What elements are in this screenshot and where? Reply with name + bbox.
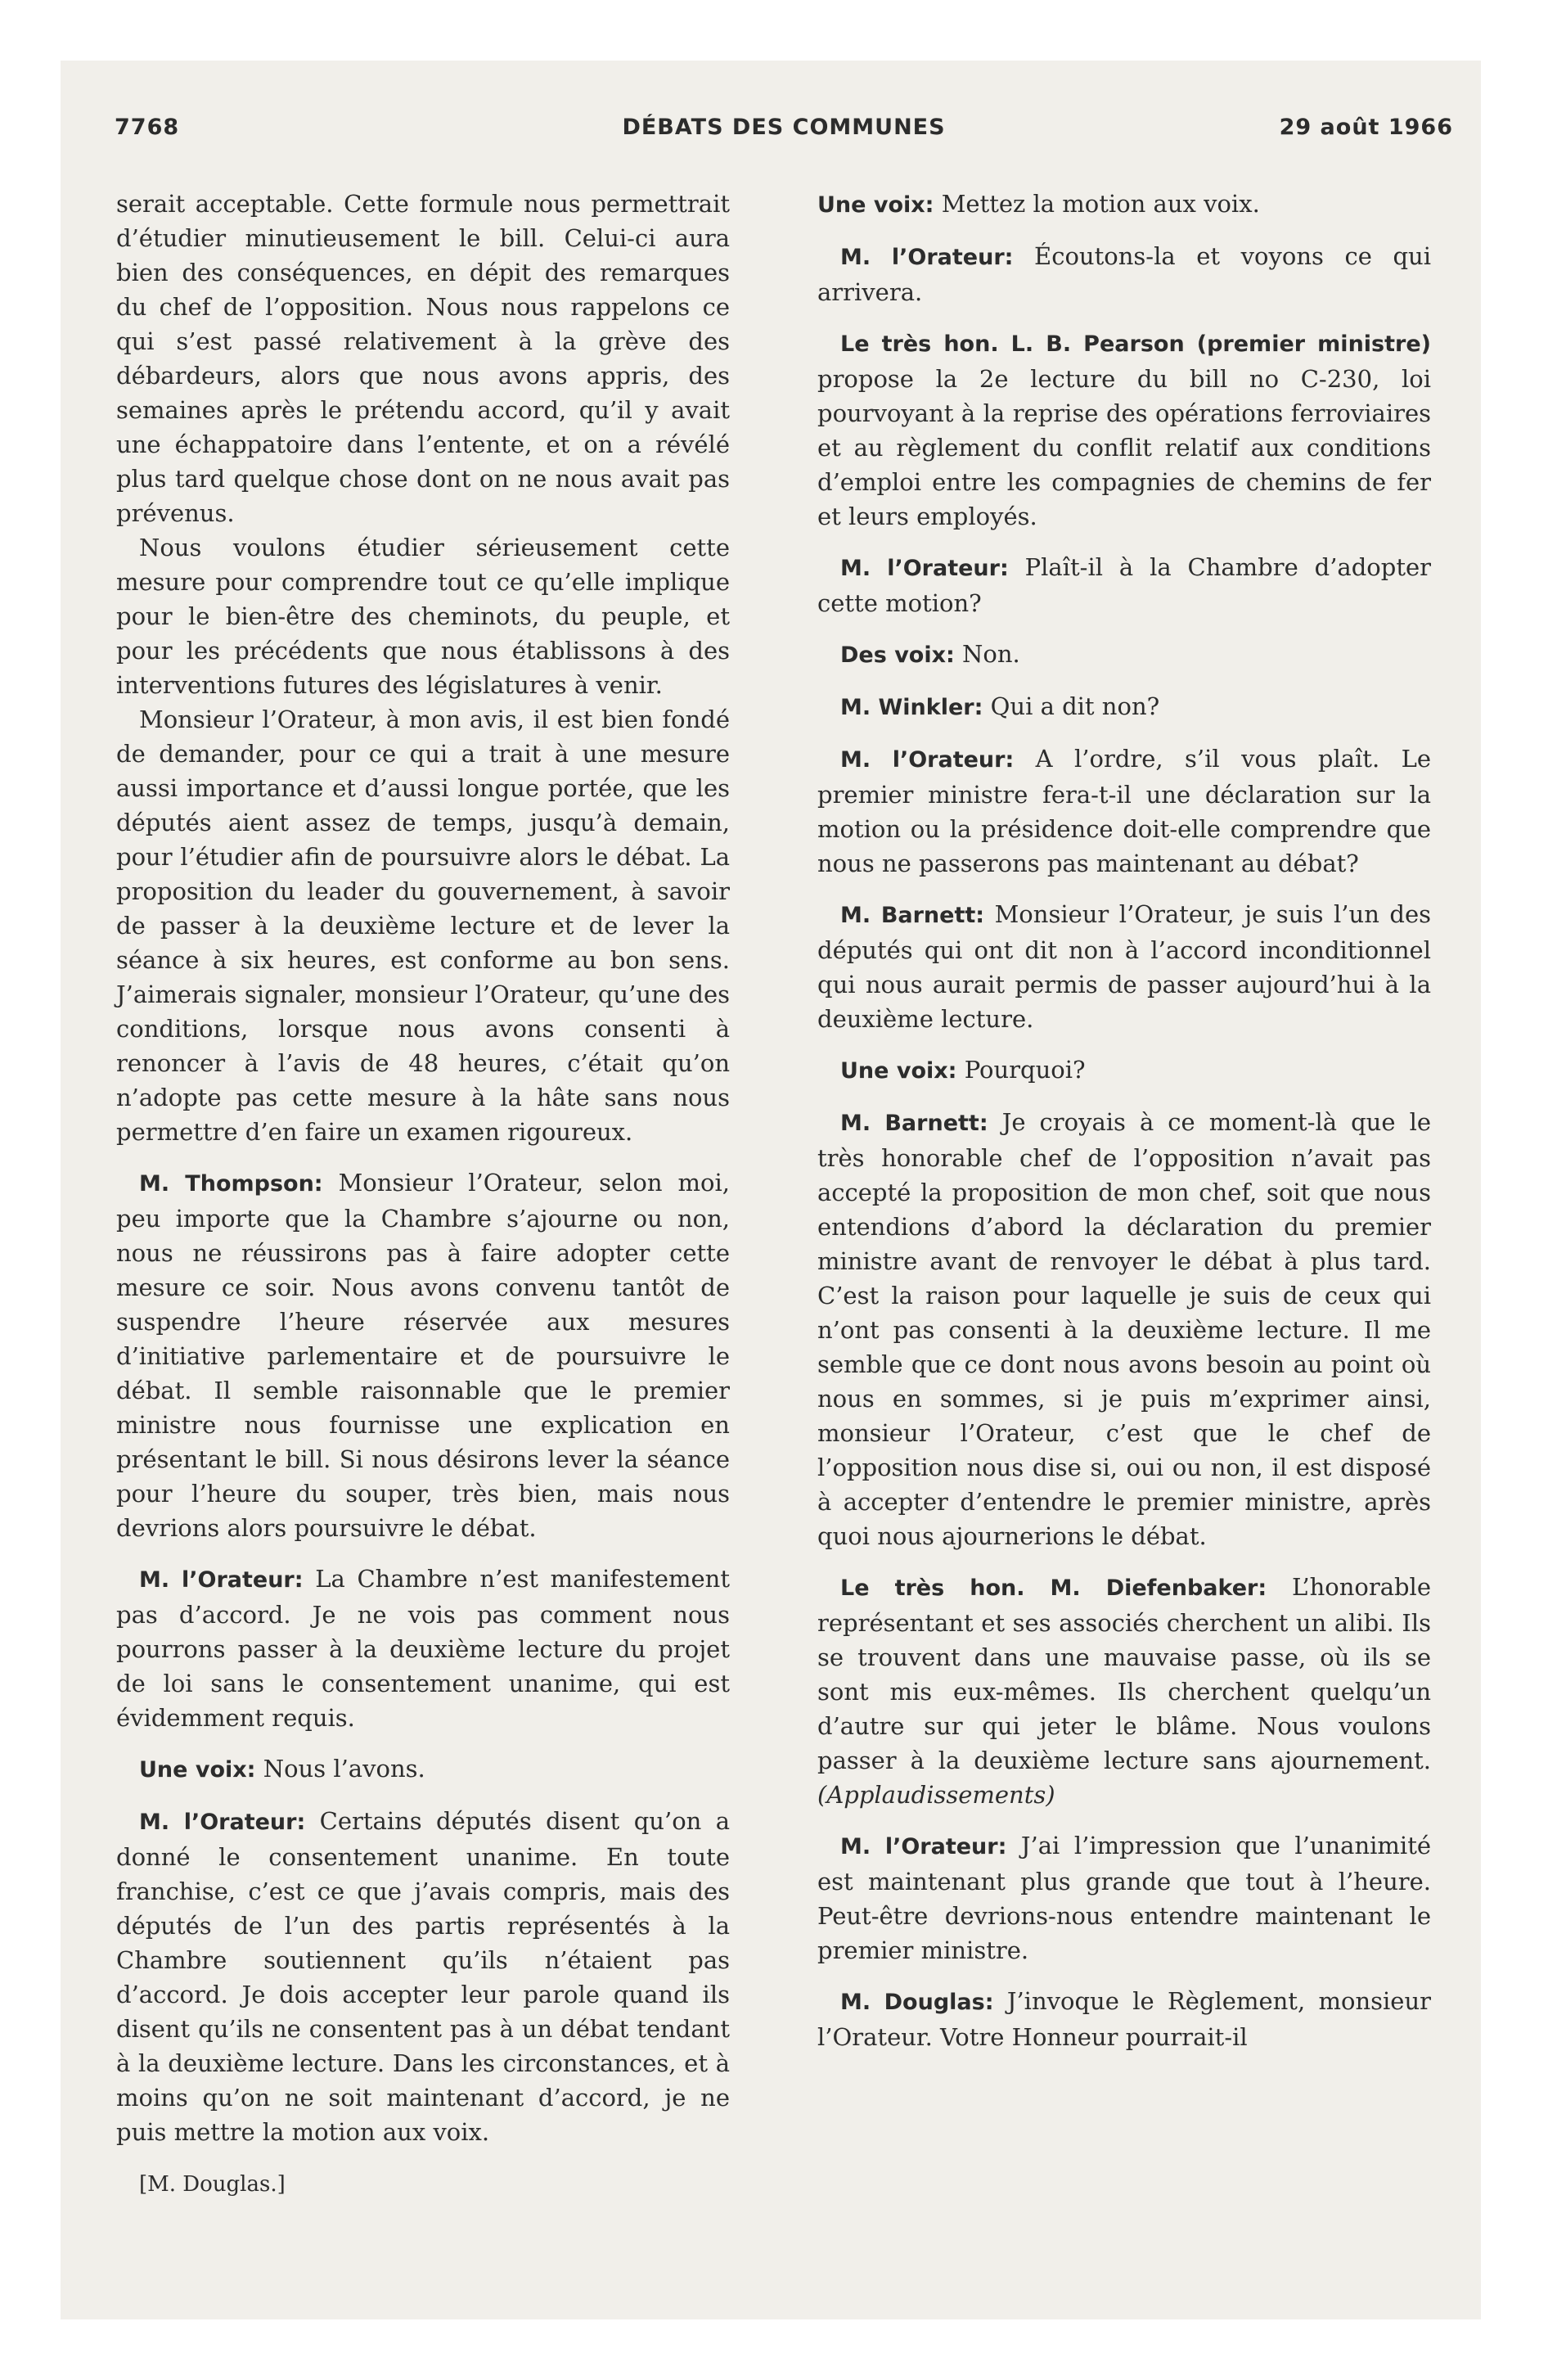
speech-text: Certains députés disent qu’on a donné le consentement unanime. En toute franchise, c’est ce que j’avais compris, mais des députés de l’un des partis représentés à la Chambre soutiennent qu’ils n’étaient pas d’accord. Je dois accepter leur parole quand ils disent qu’ils ne consentent pas à un débat tendant à la deuxième lecture. Dans les circonstances, et à moins qu’on ne soit maintenant d’accord, je ne puis mettre la motion aux voix. <box>116 1807 731 2146</box>
page-number: 7768 <box>115 115 180 140</box>
running-header <box>115 115 1453 147</box>
speaker-name: M. l’Orateur: <box>840 747 1015 773</box>
speaker-name: M. Thompson: <box>139 1171 323 1197</box>
speech-text: Je croyais à ce moment-là que le très honorable chef de l’opposition n’avait pas accepté la proposition de mon chef, soit que nous entendions d’abord la déclaration du premier ministre avant de renvoyer le débat à plus tard. C’est la raison pour laquelle je suis de ceux qui n’ont pas consenti à la deuxième lecture. Il me semble que ce dont nous avons besoin au point où nous en sommes, si je puis m’exprimer ainsi, monsieur l’Orateur, c’est que le chef de l’opposition nous dise si, oui ou non, il est disposé à accepter d’entendre le premier ministre, après quoi nous ajournerions le débat. <box>817 1108 1432 1550</box>
speech-entry <box>817 1828 1431 1968</box>
speaker-name: M. Barnett: <box>840 1111 988 1136</box>
speech-text: Nous l’avons. <box>263 1755 425 1783</box>
speaker-footer-note: [M. Douglas.] <box>139 2172 286 2197</box>
speech-entry <box>817 1053 1431 1089</box>
speech-text: Monsieur l’Orateur, je suis l’un des députés qui ont dit non à l’accord inconditionnel qui nous aurait permis de passer aujourd’hui à la deuxième lecture. <box>817 900 1431 1033</box>
speech-entry <box>817 187 1431 223</box>
speaker-name: M. l’Orateur: <box>840 245 1014 270</box>
publication-title: DÉBATS DES COMMUNES <box>622 115 946 140</box>
speech-entry <box>817 1105 1431 1553</box>
document-page <box>115 115 1453 2324</box>
speech-text: propose la 2e lecture du bill no C-230, loi pourvoyant à la reprise des opérations ferroviaires et au règlement du conflit relatif aux conditions d’emploi entre les compagnies de chemins de fer et leurs employés. <box>817 365 1431 530</box>
speech-entry <box>817 1984 1431 2054</box>
speech-entry <box>116 1562 730 1735</box>
speech-entry <box>116 1165 730 1545</box>
speech-text: Monsieur l’Orateur, selon moi, peu importe que la Chambre s’ajourne ou non, nous ne réussirons pas à faire adopter cette mesure ce soir. Nous avons convenu tantôt de suspendre l’heure réservée aux mesures d’initiative parlementaire et de poursuivre le débat. Il semble raisonnable que le premier ministre nous fournisse une explication en présentant le bill. Si nous désirons lever la séance pour l’heure du souper, très bien, mais nous devrions alors poursuivre le débat. <box>116 1169 730 1542</box>
speech-text: Écoutons-la et voyons ce qui arrivera. <box>817 242 1431 306</box>
paragraph: serait acceptable. Cette formule nous permettrait d’étudier minutieusement le bill. Celui-ci aura bien des conséquences, en dépit des remarques du chef de l’opposition. Nous nous rappelons ce qui s’est passé relativement à la grève des débardeurs, alors que nous avons appris, des semaines après le prétendu accord, qu’il y avait une échappatoire dans l’entente, et on a révélé plus tard quelque chose dont on ne nous avait pas prévenus. <box>116 190 730 527</box>
speech-entry <box>817 741 1431 881</box>
speaker-name: M. Winkler: <box>840 695 983 720</box>
speech-entry <box>817 897 1431 1036</box>
speaker-name: M. l’Orateur: <box>840 1834 1007 1859</box>
speech-text: J’invoque le Règlement, monsieur l’Orateur. Votre Honneur pourrait-il <box>817 1987 1431 2051</box>
applause-note: (Applaudissements) <box>817 1781 1055 1809</box>
speech-text: Non. <box>962 640 1020 668</box>
speech-entry <box>817 1570 1431 1812</box>
speaker-name: Une voix: <box>840 1058 957 1084</box>
speech-text: La Chambre n’est manifestement pas d’accord. Je ne vois pas comment nous pourrons passer à la deuxième lecture du projet de loi sans le consentement unanime, qui est évidemment requis. <box>116 1565 730 1732</box>
speech-entry <box>116 1751 730 1787</box>
speaker-name: Des voix: <box>840 642 955 668</box>
speech-text: L’honorable représentant et ses associés cherchent un alibi. Ils se trouvent dans une mauvaise passe, où ils se sont mis eux-mêmes. Ils cherchent quelqu’un d’autre sur qui jeter le blâme. Nous voulons passer à la deuxième lecture sans ajournement. <box>817 1573 1431 1774</box>
speech-text: Mettez la motion aux voix. <box>941 190 1260 218</box>
speech-entry <box>817 326 1431 534</box>
paragraph: Nous voulons étudier sérieusement cette mesure pour comprendre tout ce qu’elle implique pour le bien-être des cheminots, du peuple, et pour les précédents que nous établissons à des interventions futures des législatures à venir. <box>116 534 730 699</box>
left-column <box>116 187 730 2197</box>
speech-entry <box>817 550 1431 620</box>
speaker-name: M. l’Orateur: <box>840 556 1009 581</box>
speaker-name: Le très hon. M. Diefenbaker: <box>840 1575 1267 1601</box>
speaker-name: M. l’Orateur: <box>139 1567 304 1593</box>
speech-entry <box>116 1804 730 2149</box>
speech-entry <box>817 689 1431 725</box>
speech-text: J’ai l’impression que l’unanimité est maintenant plus grande que tout à l’heure. Peut-être devrions-nous entendre maintenant le premier ministre. <box>817 1832 1432 1964</box>
speech-text: Qui a dit non? <box>990 692 1160 720</box>
speech-text: Pourquoi? <box>964 1056 1086 1084</box>
speaker-name: Une voix: <box>817 192 934 218</box>
speech-entry <box>817 637 1431 673</box>
speech-text: Plaît-il à la Chambre d’adopter cette motion? <box>817 553 1431 617</box>
speaker-name: M. Barnett: <box>840 903 985 928</box>
speaker-name: M. l’Orateur: <box>139 1810 306 1835</box>
speaker-name: Le très hon. L. B. Pearson (premier ministre) <box>840 331 1431 357</box>
paragraph: Monsieur l’Orateur, à mon avis, il est bien fondé de demander, pour ce qui a trait à une mesure aussi importance et d’aussi longue portée, que les députés aient assez de temps, jusqu’à demain, pour l’étudier afin de poursuivre alors le débat. La proposition du leader du gouvernement, à savoir de passer à la deuxième lecture et de lever la séance à six heures, est conforme au bon sens. J’aimerais signaler, monsieur l’Orateur, qu’une des conditions, lorsque nous avons consenti à renoncer à l’avis de 48 heures, c’était qu’on n’adopte pas cette mesure à la hâte sans nous permettre d’en faire un examen rigoureux. <box>116 705 730 1146</box>
speech-entry <box>817 239 1431 309</box>
speech-text: A l’ordre, s’il vous plaît. Le premier ministre fera-t-il une déclaration sur la motion ou la présidence doit-elle comprendre que nous ne passerons pas maintenant au débat? <box>817 745 1432 877</box>
publication-date: 29 août 1966 <box>1279 115 1453 140</box>
speaker-name: M. Douglas: <box>840 1990 994 2015</box>
speaker-name: Une voix: <box>139 1757 256 1783</box>
right-column <box>817 187 1431 2054</box>
